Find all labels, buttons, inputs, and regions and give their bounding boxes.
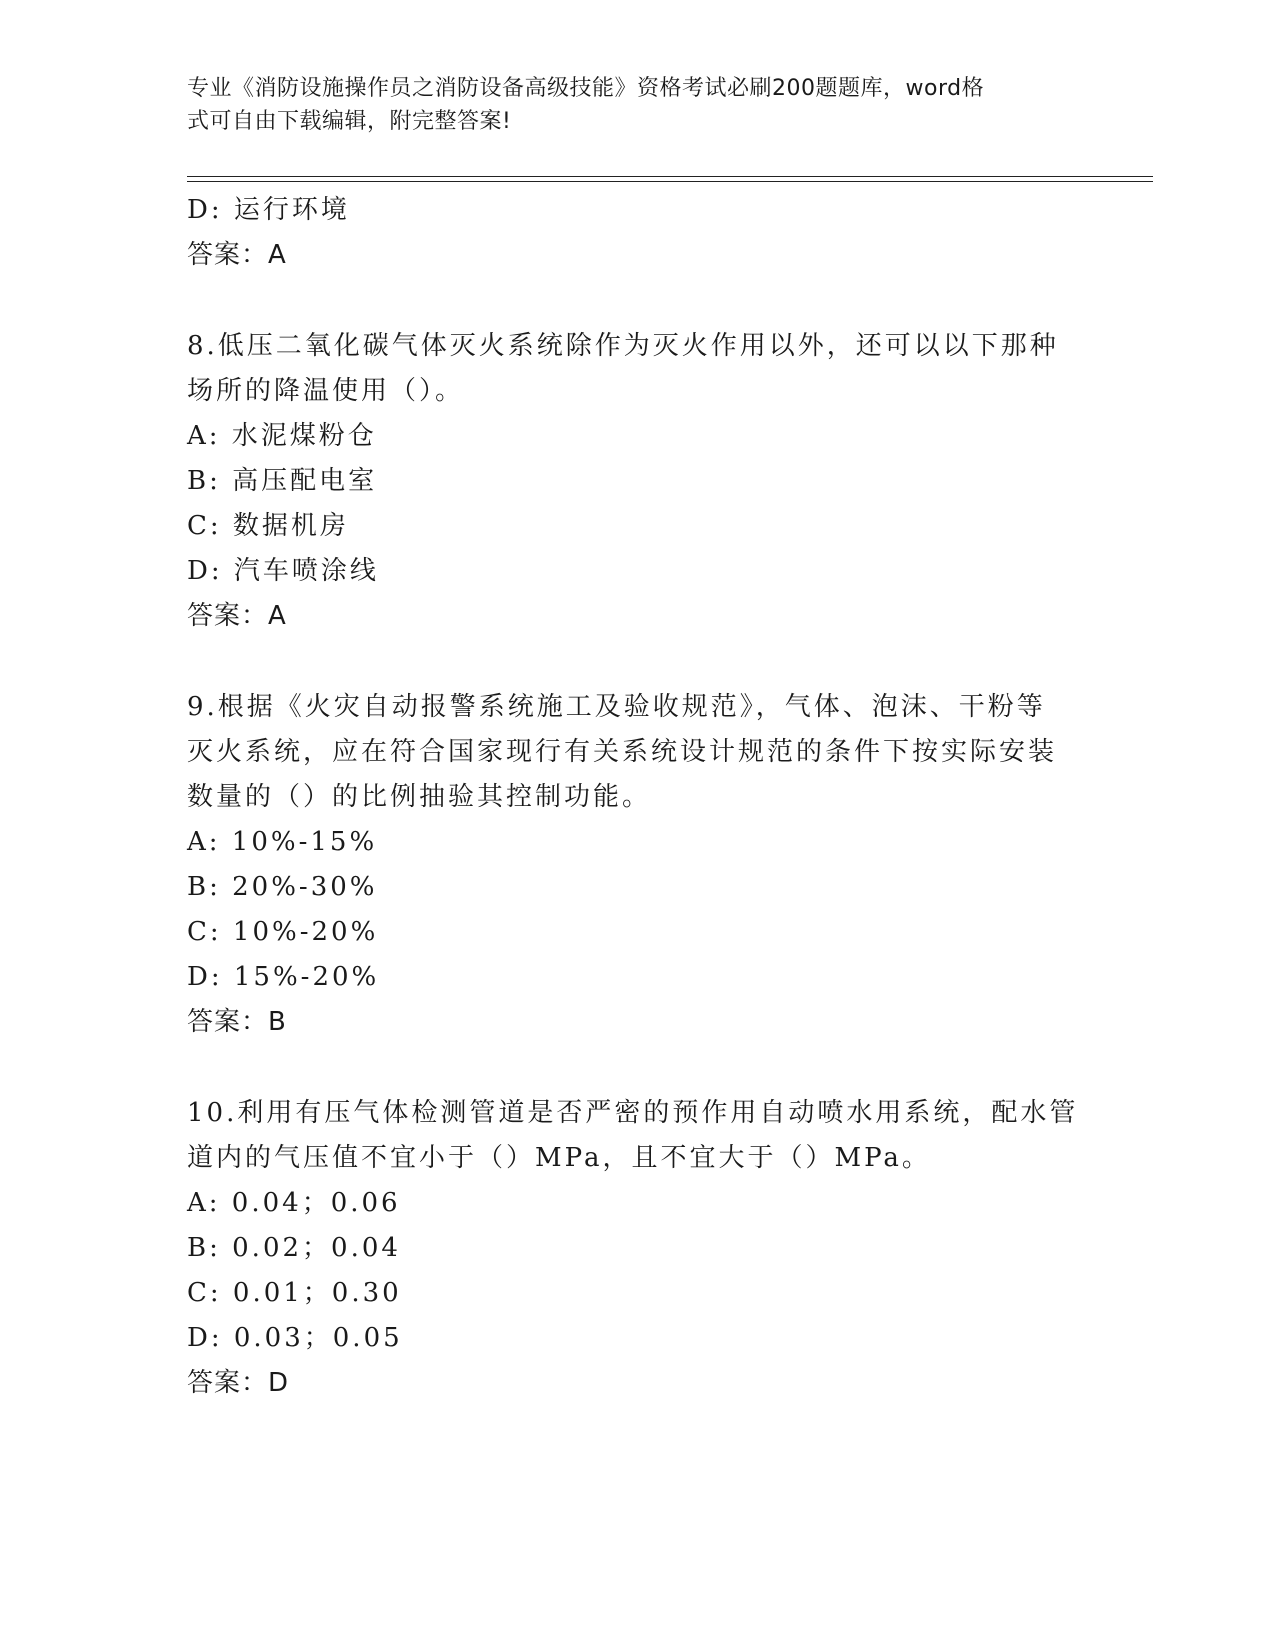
- question-9-option-a: A: 10%-15%: [187, 827, 378, 857]
- question-10-stem: [187, 1091, 1079, 1181]
- question-8-stem: [187, 324, 1067, 414]
- question-8-option-b: B: 高压配电室: [187, 466, 378, 496]
- stem-line: 数量的（）的比例抽验其控制功能。: [187, 782, 652, 812]
- stem-line: 9.根据《火灾自动报警系统施工及验收规范》，气体、泡沫、干粉等: [187, 692, 1046, 722]
- question-10-option-a: A: 0.04；0.06: [187, 1188, 401, 1218]
- question-9-stem: [187, 685, 1067, 820]
- header-rule-bottom: [187, 181, 1153, 182]
- question-10-option-c: C: 0.01；0.30: [187, 1278, 402, 1308]
- stem-line: 道内的气压值不宜小于（）MPa，且不宜大于（）MPa。: [187, 1143, 931, 1173]
- question-9-option-b: B: 20%-30%: [187, 872, 378, 902]
- question-8-answer: 答案：A: [187, 601, 287, 631]
- prev-option-d: D: 运行环境: [187, 195, 350, 225]
- stem-line: 8.低压二氧化碳气体灭火系统除作为灭火作用以外，还可以以下那种: [187, 331, 1059, 361]
- stem-line: 灭火系统，应在符合国家现行有关系统设计规范的条件下按实际安装: [187, 737, 1058, 767]
- question-8-option-c: C: 数据机房: [187, 511, 349, 541]
- question-9-option-c: C: 10%-20%: [187, 917, 379, 947]
- header-rule-top: [187, 176, 1153, 177]
- question-10-answer: 答案：D: [187, 1368, 290, 1398]
- question-9-answer: 答案：B: [187, 1007, 287, 1037]
- header-line-2: 式可自由下载编辑，附完整答案!: [187, 109, 512, 134]
- question-10-option-b: B: 0.02；0.04: [187, 1233, 401, 1263]
- question-8-option-d: D: 汽车喷涂线: [187, 556, 379, 586]
- question-8-option-a: A: 水泥煤粉仓: [187, 421, 377, 451]
- stem-line: 场所的降温使用（）。: [187, 376, 465, 406]
- question-content: [187, 188, 1087, 1406]
- header-line-1: 专业《消防设施操作员之消防设备高级技能》资格考试必刷200题题库，word格: [187, 76, 985, 101]
- question-10-option-d: D: 0.03；0.05: [187, 1323, 403, 1353]
- document-header: [187, 72, 1067, 138]
- prev-answer: 答案：A: [187, 240, 287, 270]
- question-9-option-d: D: 15%-20%: [187, 962, 380, 992]
- stem-line: 10.利用有压气体检测管道是否严密的预作用自动喷水用系统，配水管: [187, 1098, 1079, 1128]
